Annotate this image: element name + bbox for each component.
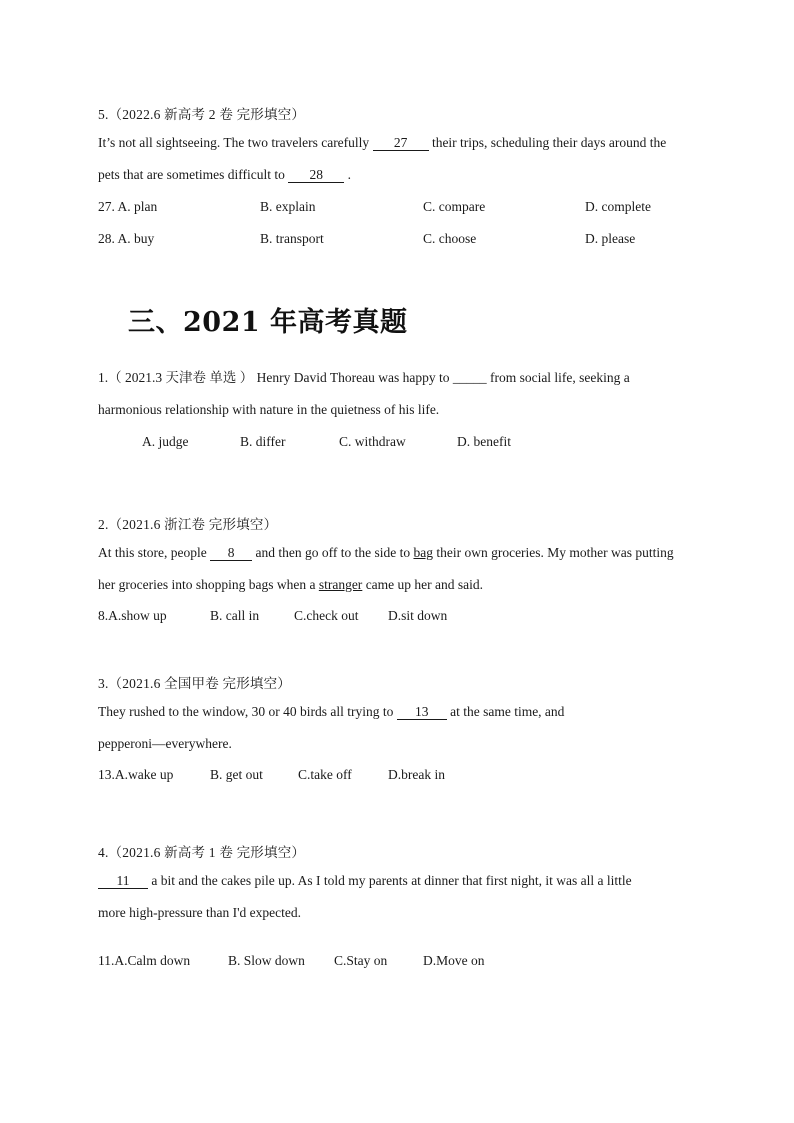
s1-text: harmonious relationship with nature in the quietness of his life.: [98, 401, 440, 417]
s2-underlined: stranger: [318, 576, 363, 592]
q5-options-28: [98, 231, 698, 251]
option[interactable]: 27. A. plan: [98, 199, 158, 214]
s2-text: came up her and said.: [362, 576, 484, 592]
option[interactable]: C.Stay on: [334, 953, 388, 968]
option[interactable]: 11.A.Calm down: [98, 953, 191, 968]
s3-options: [98, 767, 698, 787]
s1-blank[interactable]: _____: [452, 370, 487, 385]
s1-passage: [98, 362, 696, 425]
option[interactable]: 28. A. buy: [98, 231, 155, 246]
s3-passage: [98, 696, 696, 759]
q5-passage: [98, 127, 696, 190]
section-title: 三、2021 年高考真题: [128, 307, 408, 338]
option[interactable]: C.check out: [294, 608, 359, 623]
s2-underlined: bag: [413, 545, 433, 560]
option[interactable]: 8.A.show up: [98, 608, 167, 623]
option[interactable]: D.break in: [388, 767, 445, 782]
s2-text: their own groceries. My mother was putting: [432, 545, 674, 560]
s1-options: [142, 434, 742, 454]
option[interactable]: B. get out: [210, 767, 263, 782]
option[interactable]: 13.A.wake up: [98, 767, 174, 782]
s4-blank-11[interactable]: 11: [98, 874, 148, 889]
s2-text: her groceries into shopping bags when a: [98, 576, 319, 592]
q5-header: 5.（2022.6 新高考 2 卷 完形填空）: [98, 107, 306, 122]
option[interactable]: D.sit down: [388, 608, 448, 623]
q5-text: .: [344, 166, 351, 182]
s4-header: 4.（2021.6 新高考 1 卷 完形填空）: [98, 845, 306, 860]
option[interactable]: B. explain: [260, 199, 316, 214]
q5-text: pets that are sometimes difficult to: [98, 166, 289, 182]
s4-passage: [98, 865, 696, 928]
option[interactable]: D. please: [585, 231, 636, 246]
s4-text: more high-pressure than I'd expected.: [98, 904, 301, 920]
option[interactable]: B. differ: [240, 434, 286, 449]
s3-text: pepperoni—everywhere.: [98, 735, 232, 751]
q5-blank-28[interactable]: 28: [288, 168, 344, 183]
option[interactable]: A. judge: [142, 434, 189, 449]
option[interactable]: C.take off: [298, 767, 352, 782]
s1-text: from social life, seeking a: [486, 370, 630, 385]
option[interactable]: D. benefit: [457, 434, 511, 449]
option[interactable]: C. compare: [423, 199, 486, 214]
option[interactable]: D.Move on: [423, 953, 485, 968]
option[interactable]: C. withdraw: [339, 434, 406, 449]
s3-header: 3.（2021.6 全国甲卷 完形填空）: [98, 676, 291, 691]
s4-options: [98, 953, 698, 973]
s4-text: a bit and the cakes pile up. As I told my parents at dinner that first night, it was all a little: [148, 873, 632, 888]
s3-blank-13[interactable]: 13: [397, 705, 447, 720]
q5-text: their trips, scheduling their days around the: [428, 135, 667, 150]
option[interactable]: B. call in: [210, 608, 260, 623]
s2-blank-8[interactable]: 8: [210, 546, 252, 561]
option[interactable]: B. Slow down: [228, 953, 305, 968]
q5-text: It’s not all sightseeing. The two travelers carefully: [98, 135, 373, 150]
option[interactable]: C. choose: [423, 231, 477, 246]
s1-text: 1.（ 2021.3 天津卷 单选 ） Henry David Thoreau was happy to: [98, 370, 453, 385]
s2-options: [98, 608, 698, 628]
s2-text: At this store, people: [98, 545, 211, 560]
q5-options-27: [98, 199, 698, 219]
s3-text: They rushed to the window, 30 or 40 birds all trying to: [98, 704, 397, 719]
option[interactable]: B. transport: [260, 231, 324, 246]
s2-text: and then go off to the side to: [252, 545, 414, 560]
s3-text: at the same time, and: [446, 704, 565, 719]
option[interactable]: D. complete: [585, 199, 651, 214]
s2-passage: [98, 537, 696, 600]
q5-blank-27[interactable]: 27: [373, 136, 429, 151]
s2-header: 2.（2021.6 浙江卷 完形填空）: [98, 517, 278, 532]
